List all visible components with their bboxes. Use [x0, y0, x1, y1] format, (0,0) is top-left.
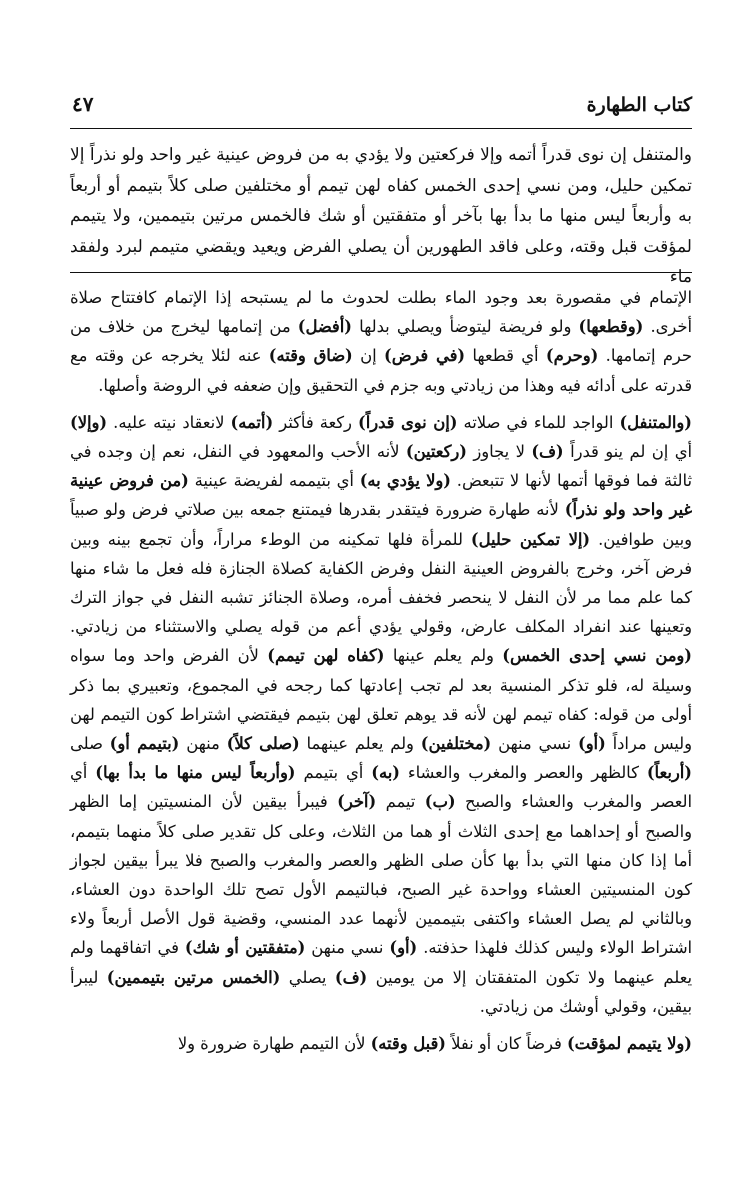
text-run: في اتفاقهما ولم يعلم عينهما ولا تكون المتفقتان إلا من يومين [70, 938, 692, 987]
text-run: تيمم [376, 792, 425, 812]
bold-text-run: (متفقتين أو شك) [184, 938, 306, 958]
text-run: ركعة فأكثر [273, 412, 358, 432]
bold-text-run: (وقطعها) [578, 317, 644, 337]
text-run: الواجد للماء في صلاته [457, 412, 620, 432]
text-run: صلى [70, 734, 110, 754]
bold-text-run: (من فروض عينية غير واحد ولو نذراً) [70, 471, 692, 520]
bold-text-run: (صلى كلاً) [226, 734, 300, 754]
text-run: يصلي [280, 967, 335, 987]
bold-text-run: (كفاه لهن تيمم) [267, 646, 385, 666]
bold-text-run: (بتيمم أو) [109, 734, 180, 754]
bold-text-run: (أو) [389, 938, 418, 958]
bold-text-run: (والمتنفل) [619, 412, 692, 432]
text-run: لأنه طهارة ضرورة فيتقدر بقدرها فيمتنع جمعه بين صلاتي فرض ولو صبياً وبين طوافين. [70, 500, 692, 549]
text-run: عنه لئلا يخرجه عن وقته مع قدرته على أدائه فيه وهذا من زيادتي وبه جزم في التحقيق وإن ضعفه في الروضة وأصلها. [70, 346, 692, 395]
text-run: منهن [179, 734, 227, 754]
commentary [70, 283, 692, 1058]
bold-text-run: (وحرم) [545, 346, 599, 366]
text-run: أي بتيمم [295, 763, 372, 783]
commentary-paragraph [70, 1029, 692, 1058]
text-run: لا يجاوز [466, 442, 532, 462]
text-run: للمرأة فلها تمكينه من الوطء مراراً، وأن تجمع بينه وبين فرض آخر، وخرج بالفروض العينية النفل وفرض الكفاية كصلاة الجنازة فله فعل ما شاء منها كما علم مما مر لأن النفل لا ينحصر فخفف أمره، وصلاة الجنائز تشبه النفل في جواز الترك وتعينها عند انفراد المكلف عارض، وقولي يؤدي أعم من قوله يصلي والاستثناء من زيادتي. [70, 529, 692, 637]
bold-text-run: (ف) [531, 442, 564, 462]
bold-text-run: (ولا يؤدي به) [359, 471, 451, 491]
text-run: فيبرأ بيقين لأن المنسيتين إما الظهر والصبح أو إحداهما مع إحدى الثلاث أو هما من الثلاث، وعلى كل تقدير صلى كلاً منهما بتيمم، أما إذا كان منها التي بدأ بها كأن صلى الظهر والعصر والمغرب والصبح فلا يبرأ بيقين لجواز كون المنسيتين العشاء وواحدة غير الصبح، فبالتيمم الأول تصح تلك الواحدة دون العشاء، وبالثاني لم يصل العشاء واكتفى بتيممين لأنهما عدد المنسي، وقضية قول الأصل أربعاً ولاء اشتراط الولاء وليس كذلك فلهذا حذفته. [70, 792, 693, 958]
text-run: ليبرأ بيقين، وقولي أوشك من زيادتي. [70, 967, 692, 1016]
text-run: أي بتيممه لفريضة عينية [188, 471, 360, 491]
bold-text-run: (إن نوى قدراً) [358, 412, 458, 432]
page-number: ٤٧ [72, 92, 94, 116]
header-rule [70, 128, 692, 129]
bold-text-run: (وإلا) [70, 412, 108, 432]
bold-text-run: (إلا تمكين حليل) [470, 529, 591, 549]
bold-text-run: (الخمس مرتين بتيممين) [106, 967, 281, 987]
text-run: كالظهر والعصر والمغرب والعشاء [399, 763, 647, 783]
main-text [70, 140, 692, 293]
text-run: أي العصر والمغرب والعشاء والصبح [70, 763, 693, 812]
text-run: فرضاً كان أو نفلاً [445, 1034, 567, 1054]
bold-text-run: (ب) [424, 792, 456, 812]
text-run: نسي منهن [305, 938, 390, 958]
text-run: الإتمام في مقصورة بعد وجود الماء بطلت لحدوث ما لم يستبحه إذا الإتمام كافتتاح صلاة أخرى. [70, 288, 692, 337]
main-text-paragraph: والمتنفل إن نوى قدراً أتمه وإلا فركعتين ولا يؤدي به من فروض عينية غير واحد ولو نذراً إلا تمكين حليل، ومن نسي إحدى الخمس كفاه لهن تيمم أو مختلفين صلى كلاً بتيمم أو أربعاً به وأربعاً ليس منها ما بدأ بها بآخر أو متفقتين أو شك فالخمس مرتين بتيممين، ولا يتيمم لمؤقت قبل وقته، وعلى فاقد الطهورين أن يصلي الفرض ويعيد ويقضي متيمم لبرد ولفقد ماء [70, 145, 692, 287]
bold-text-run: (به) [371, 763, 400, 783]
text-run: أي قطعها [465, 346, 546, 366]
bold-text-run: (آخر) [337, 792, 377, 812]
text-run: لأن التيمم طهارة ضرورة ولا [177, 1034, 371, 1054]
commentary-paragraph [70, 408, 692, 1021]
bold-text-run: (أفضل) [297, 317, 352, 337]
text-run: ولو فريضة ليتوضأ ويصلي بدلها [351, 317, 579, 337]
commentary-paragraph [70, 283, 692, 400]
text-run: نسي منهن [491, 734, 578, 754]
bold-text-run: (ف) [334, 967, 368, 987]
text-run: ولم يعلم عينها [384, 646, 503, 666]
bold-text-run: (ضاق وقته) [268, 346, 353, 366]
text-run: لانعقاد نيته عليه. [107, 412, 231, 432]
bold-text-run: (ركعتين) [405, 442, 467, 462]
commentary-divider [70, 272, 692, 273]
bold-text-run: (قبل وقته) [370, 1034, 446, 1054]
text-run: لأن الفرض واحد وما سواه وسيلة له، فلو تذكر المنسية بعد لم تجب إعادتها كما رجحه في المجموع، وتعبيري بما ذكر أولى من قوله: كفاه تيمم لهن لأنه قد يوهم تعلق لهن بتيمم فيقتضي اشتراط كون التيمم لهن وليس مراداً [70, 646, 692, 754]
bold-text-run: (أتمه) [230, 412, 274, 432]
bold-text-run: (ومن نسي إحدى الخمس) [502, 646, 692, 666]
text-run: أي إن لم ينو قدراً [563, 442, 692, 462]
text-run: لأنه الأحب والمعهود في النفل، نعم إن وجده في ثالثة فما فوقها أتمها لأنها لا تتبعض. [70, 442, 692, 491]
text-run: إن [352, 346, 384, 366]
text-run: من إتمامها ليخرج من خلاف من حرم إتمامها. [70, 317, 692, 366]
running-header [72, 88, 692, 126]
text-run: ولم يعلم عينهما [299, 734, 421, 754]
bold-text-run: (أربعاً) [646, 763, 692, 783]
bold-text-run: (في فرض) [383, 346, 466, 366]
bold-text-run: (أو) [577, 734, 606, 754]
bold-text-run: (ولا يتيمم لمؤقت) [566, 1034, 692, 1054]
bold-text-run: (مختلفين) [420, 734, 492, 754]
book-title: كتاب الطهارة [586, 94, 692, 116]
bold-text-run: (وأربعاً ليس منها ما بدأ بها) [95, 763, 296, 783]
